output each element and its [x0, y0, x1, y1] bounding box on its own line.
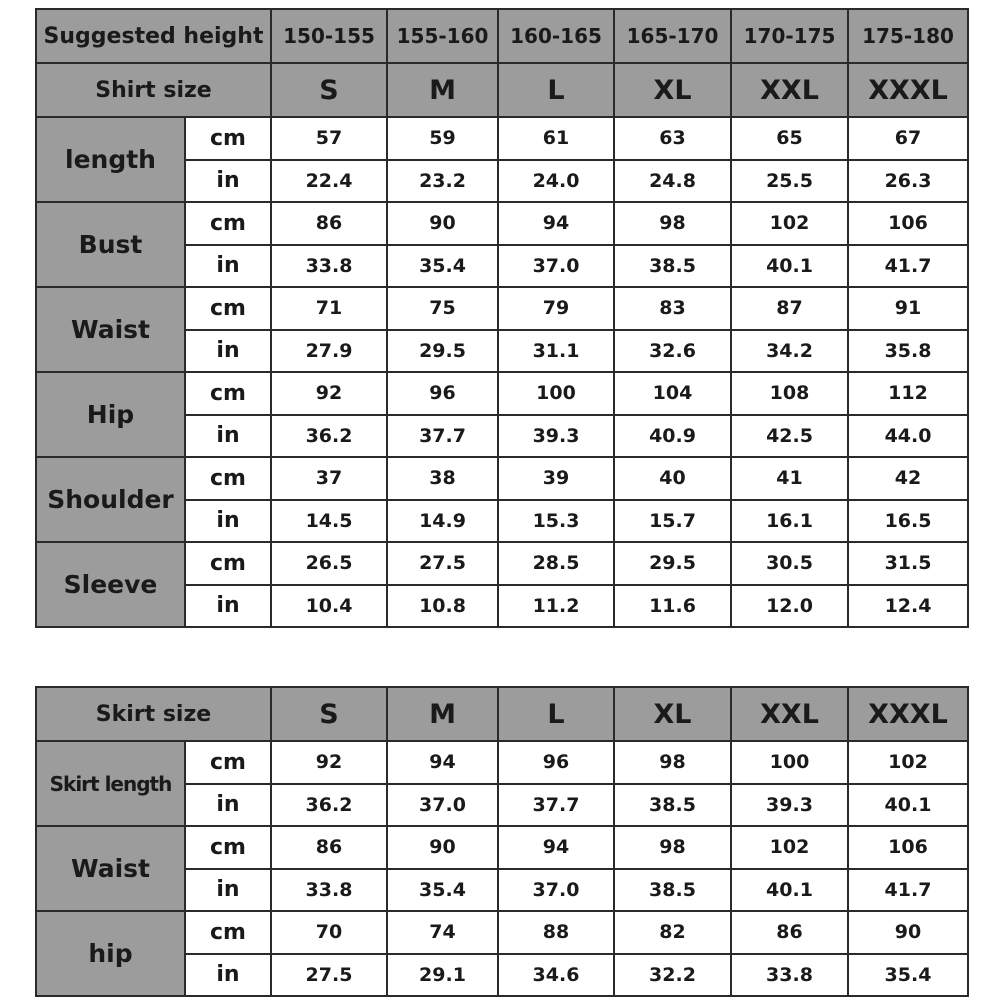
measurement-value: 86	[271, 826, 387, 869]
measurement-value: 37.7	[387, 415, 498, 458]
unit-label: in	[185, 245, 271, 288]
measurement-value: 37.0	[387, 784, 498, 827]
measurement-label: length	[36, 117, 185, 202]
suggested-height-label: Suggested height	[36, 9, 271, 63]
unit-label: in	[185, 869, 271, 912]
size-code: L	[498, 63, 614, 117]
measurement-label: hip	[36, 911, 185, 996]
skirt-size-label: Skirt size	[36, 687, 271, 741]
unit-label: cm	[185, 117, 271, 160]
measurement-value: 41	[731, 457, 848, 500]
measurement-value: 40.1	[848, 784, 968, 827]
measurement-value: 71	[271, 287, 387, 330]
unit-label: cm	[185, 911, 271, 954]
unit-label: cm	[185, 202, 271, 245]
measurement-value: 15.7	[614, 500, 731, 543]
measurement-value: 38.5	[614, 784, 731, 827]
shirt-size-table	[35, 8, 969, 628]
measurement-value: 33.8	[271, 245, 387, 288]
measurement-value: 65	[731, 117, 848, 160]
measurement-value: 32.6	[614, 330, 731, 373]
measurement-value: 41.7	[848, 245, 968, 288]
measurement-value: 61	[498, 117, 614, 160]
measurement-value: 102	[731, 826, 848, 869]
measurement-value: 108	[731, 372, 848, 415]
measurement-label: Shoulder	[36, 457, 185, 542]
measurement-value: 23.2	[387, 160, 498, 203]
measurement-value: 39	[498, 457, 614, 500]
size-code: XL	[614, 63, 731, 117]
size-code: M	[387, 63, 498, 117]
measurement-value: 37.0	[498, 245, 614, 288]
measurement-value: 36.2	[271, 415, 387, 458]
measurement-value: 42	[848, 457, 968, 500]
measurement-value: 98	[614, 741, 731, 784]
measurement-value: 30.5	[731, 542, 848, 585]
measurement-value: 11.6	[614, 585, 731, 628]
measurement-value: 94	[498, 826, 614, 869]
measurement-label: Waist	[36, 826, 185, 911]
measurement-value: 92	[271, 372, 387, 415]
measurement-value: 14.5	[271, 500, 387, 543]
size-code: S	[271, 687, 387, 741]
unit-label: in	[185, 330, 271, 373]
shirt-size-header-row	[36, 63, 968, 117]
size-code: M	[387, 687, 498, 741]
size-code: XXXL	[848, 63, 968, 117]
measurement-value: 87	[731, 287, 848, 330]
measurement-value: 10.8	[387, 585, 498, 628]
size-code: XL	[614, 687, 731, 741]
measurement-value: 35.4	[387, 869, 498, 912]
measurement-value: 94	[498, 202, 614, 245]
measurement-value: 44.0	[848, 415, 968, 458]
height-range: 150-155	[271, 9, 387, 63]
measurement-row-cm	[36, 202, 968, 245]
unit-label: cm	[185, 826, 271, 869]
measurement-value: 102	[731, 202, 848, 245]
unit-label: cm	[185, 287, 271, 330]
measurement-value: 16.5	[848, 500, 968, 543]
measurement-value: 35.4	[848, 954, 968, 997]
skirt-size-table	[35, 686, 969, 997]
measurement-value: 12.4	[848, 585, 968, 628]
measurement-value: 40.9	[614, 415, 731, 458]
measurement-value: 39.3	[498, 415, 614, 458]
measurement-value: 25.5	[731, 160, 848, 203]
measurement-value: 74	[387, 911, 498, 954]
measurement-value: 33.8	[731, 954, 848, 997]
measurement-value: 100	[498, 372, 614, 415]
unit-label: in	[185, 784, 271, 827]
measurement-value: 106	[848, 826, 968, 869]
measurement-value: 67	[848, 117, 968, 160]
measurement-value: 37.0	[498, 869, 614, 912]
measurement-value: 59	[387, 117, 498, 160]
measurement-value: 29.5	[614, 542, 731, 585]
size-code: XXXL	[848, 687, 968, 741]
measurement-label: Waist	[36, 287, 185, 372]
measurement-row-cm	[36, 117, 968, 160]
measurement-value: 22.4	[271, 160, 387, 203]
unit-label: in	[185, 415, 271, 458]
measurement-value: 11.2	[498, 585, 614, 628]
measurement-label: Bust	[36, 202, 185, 287]
height-range: 175-180	[848, 9, 968, 63]
measurement-value: 27.9	[271, 330, 387, 373]
measurement-value: 24.0	[498, 160, 614, 203]
size-code: XXL	[731, 63, 848, 117]
measurement-value: 40.1	[731, 245, 848, 288]
height-range: 160-165	[498, 9, 614, 63]
measurement-value: 88	[498, 911, 614, 954]
measurement-row-cm	[36, 826, 968, 869]
measurement-value: 96	[387, 372, 498, 415]
measurement-value: 42.5	[731, 415, 848, 458]
measurement-value: 57	[271, 117, 387, 160]
size-code: XXL	[731, 687, 848, 741]
measurement-row-cm	[36, 372, 968, 415]
measurement-row-cm	[36, 457, 968, 500]
height-range: 170-175	[731, 9, 848, 63]
measurement-value: 27.5	[387, 542, 498, 585]
measurement-value: 92	[271, 741, 387, 784]
measurement-value: 37	[271, 457, 387, 500]
measurement-value: 83	[614, 287, 731, 330]
height-range: 165-170	[614, 9, 731, 63]
measurement-value: 12.0	[731, 585, 848, 628]
measurement-value: 100	[731, 741, 848, 784]
unit-label: in	[185, 500, 271, 543]
measurement-value: 38.5	[614, 869, 731, 912]
unit-label: in	[185, 585, 271, 628]
measurement-value: 10.4	[271, 585, 387, 628]
measurement-value: 35.4	[387, 245, 498, 288]
measurement-value: 29.1	[387, 954, 498, 997]
measurement-value: 40.1	[731, 869, 848, 912]
measurement-value: 98	[614, 202, 731, 245]
measurement-value: 106	[848, 202, 968, 245]
measurement-row-cm	[36, 741, 968, 784]
measurement-value: 38.5	[614, 245, 731, 288]
measurement-row-cm	[36, 542, 968, 585]
measurement-value: 26.5	[271, 542, 387, 585]
height-header-row	[36, 9, 968, 63]
unit-label: cm	[185, 741, 271, 784]
measurement-value: 29.5	[387, 330, 498, 373]
measurement-value: 102	[848, 741, 968, 784]
unit-label: cm	[185, 457, 271, 500]
measurement-value: 28.5	[498, 542, 614, 585]
measurement-value: 90	[387, 826, 498, 869]
measurement-value: 34.6	[498, 954, 614, 997]
unit-label: cm	[185, 372, 271, 415]
unit-label: cm	[185, 542, 271, 585]
measurement-value: 39.3	[731, 784, 848, 827]
measurement-value: 37.7	[498, 784, 614, 827]
skirt-size-header-row	[36, 687, 968, 741]
measurement-value: 33.8	[271, 869, 387, 912]
unit-label: in	[185, 160, 271, 203]
measurement-label: Skirt length	[36, 741, 185, 826]
measurement-value: 35.8	[848, 330, 968, 373]
measurement-value: 96	[498, 741, 614, 784]
measurement-value: 86	[731, 911, 848, 954]
measurement-value: 31.1	[498, 330, 614, 373]
measurement-row-cm	[36, 287, 968, 330]
measurement-value: 70	[271, 911, 387, 954]
measurement-value: 90	[387, 202, 498, 245]
measurement-value: 63	[614, 117, 731, 160]
measurement-value: 112	[848, 372, 968, 415]
measurement-value: 94	[387, 741, 498, 784]
measurement-value: 34.2	[731, 330, 848, 373]
measurement-value: 86	[271, 202, 387, 245]
height-range: 155-160	[387, 9, 498, 63]
size-code: S	[271, 63, 387, 117]
measurement-value: 90	[848, 911, 968, 954]
measurement-value: 16.1	[731, 500, 848, 543]
size-code: L	[498, 687, 614, 741]
measurement-value: 31.5	[848, 542, 968, 585]
measurement-value: 15.3	[498, 500, 614, 543]
measurement-row-cm	[36, 911, 968, 954]
measurement-value: 38	[387, 457, 498, 500]
unit-label: in	[185, 954, 271, 997]
measurement-value: 98	[614, 826, 731, 869]
measurement-value: 40	[614, 457, 731, 500]
measurement-value: 24.8	[614, 160, 731, 203]
measurement-value: 27.5	[271, 954, 387, 997]
measurement-value: 14.9	[387, 500, 498, 543]
measurement-label: Hip	[36, 372, 185, 457]
measurement-value: 91	[848, 287, 968, 330]
measurement-value: 26.3	[848, 160, 968, 203]
measurement-value: 104	[614, 372, 731, 415]
measurement-value: 36.2	[271, 784, 387, 827]
measurement-value: 32.2	[614, 954, 731, 997]
measurement-label: Sleeve	[36, 542, 185, 627]
measurement-value: 82	[614, 911, 731, 954]
measurement-value: 41.7	[848, 869, 968, 912]
measurement-value: 75	[387, 287, 498, 330]
shirt-size-label: Shirt size	[36, 63, 271, 117]
measurement-value: 79	[498, 287, 614, 330]
